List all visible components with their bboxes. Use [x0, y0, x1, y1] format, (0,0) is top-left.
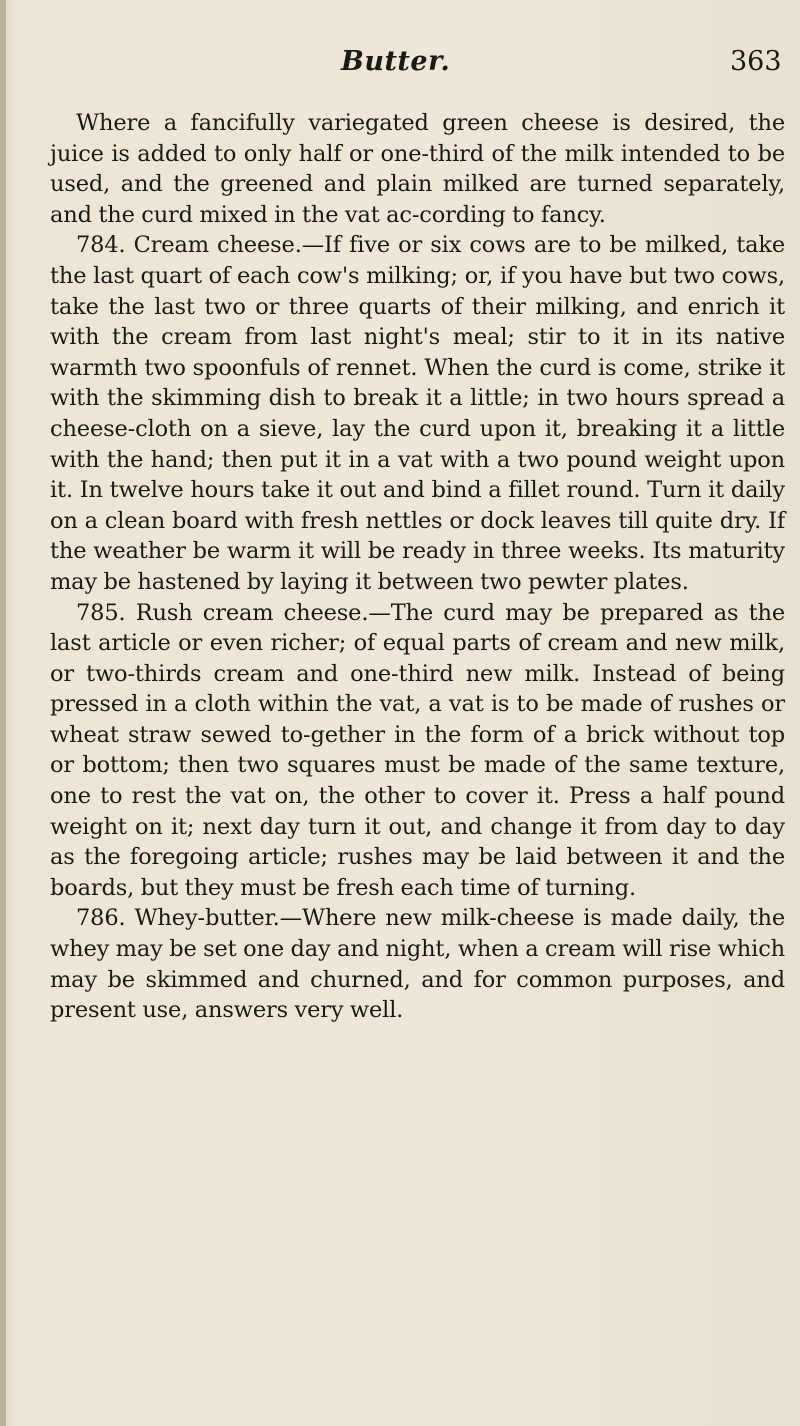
paragraph-784-cream-cheese: 784. Cream cheese.—If five or six cows are to be milked, take the last quart of each cow's milking; or, if you have but two cows, take the last two or three quarts of their milking, and enrich it with the cream from last night's meal; stir to it in its native warmth two spoonfuls of rennet. When the curd is come, strike it with the skimming dish to break it a little; in two hours spread a cheese-cloth on a sieve, lay the curd upon it, breaking it a little with the hand; then put it in a vat with a two pound weight upon it. In twelve hours take it out and bind a fillet round. Turn it daily on a clean board with fresh nettles or dock leaves till quite dry. If the weather be warm it will be ready in three weeks. Its maturity may be hastened by laying it between two pewter plates.	[50, 232, 785, 595]
page-number: 363	[730, 46, 782, 77]
paragraph-786-whey-butter: 786. Whey-butter.—Where new milk-cheese is made daily, the whey may be set one day and night, when a cream will rise which may be skimmed and churned, and for common purposes, and present use, answers very well.	[50, 905, 785, 1024]
binding-edge	[0, 0, 6, 1426]
body-text	[50, 108, 785, 1026]
paragraph-785-rush-cream-cheese: 785. Rush cream cheese.—The curd may be prepared as the last article or even richer; of equal parts of cream and new milk, or two-thirds cream and one-third new milk. Instead of being pressed in a cloth within the vat, a vat is to be made of rushes or wheat straw sewed to-gether in the form of a brick without top or bottom; then two squares must be made of the same texture, one to rest the vat on, the other to cover it. Press a half pound weight on it; next day turn it out, and change it from day to day as the foregoing article; rushes may be laid between it and the boards, but they must be fresh each time of turning.	[50, 599, 785, 901]
running-title: Butter.	[341, 46, 451, 77]
paragraph-variegated-cheese: Where a fancifully variegated green cheese is desired, the juice is added to only half or one-third of the milk intended to be used, and the greened and plain milked are turned separately, and the curd mixed in the vat ac-cording to fancy.	[50, 110, 785, 228]
page-header	[0, 46, 800, 86]
